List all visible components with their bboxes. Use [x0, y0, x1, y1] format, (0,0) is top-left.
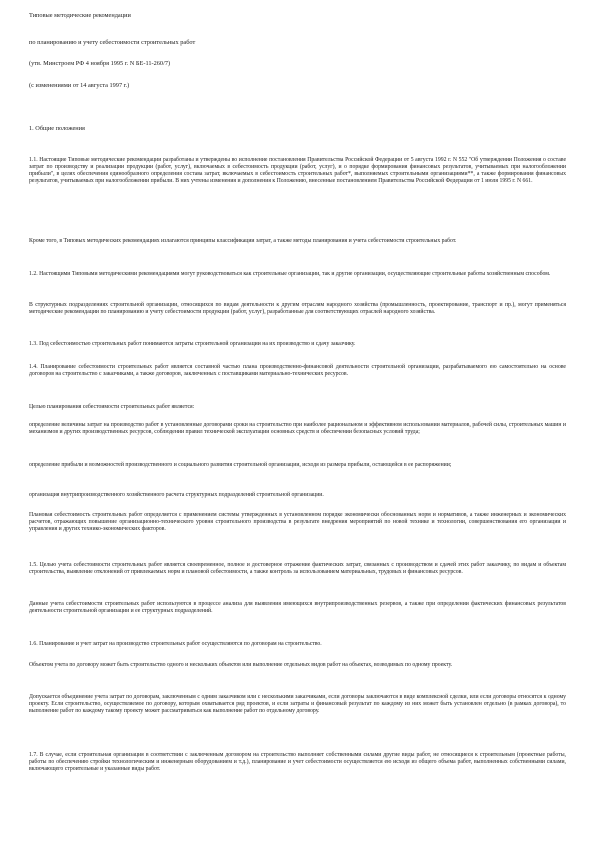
- paragraph: 1.2. Настоящими Типовыми методическими рекомендациями могут руководствоваться как строительные организации, так и другие организации, осуществляющие строительные работы хозяйственным способом.: [29, 271, 551, 277]
- section-title: 1. Общие положения: [29, 125, 85, 132]
- approval-note: (утв. Минстроем РФ 4 ноября 1995 г. N БЕ-11-260/7): [29, 60, 171, 67]
- paragraph: Плановая себестоимость строительных работ определяется с применением системы утвержденных в установленном порядке экономически обоснованных норм и нормативов, а также инженерных и экономических расчетов, отражающих повышение организационно-технического уровня строительного производства в результате внедрения мероприятий по новой технике и технологии, совершенствования его организации и управления и других технико-экономических факторов.: [29, 512, 566, 533]
- paragraph: 1.6. Планирование и учет затрат на производство строительных работ осуществляются по договорам на строительство.: [29, 641, 322, 647]
- paragraph: 1.7. В случае, если строительная организация в соответствии с заключенным договором на строительство выполняет собственными силами другие виды работ, не относящиеся к строительным (проектные работы, работы по обеспечению стройки технологическим и инженерным оборудованием и т.д.), планирование и учет себестоимости осуществляется ею исходя из общего объема работ, выполненных собственными силами, включающего строительные и указанные виды работ.: [29, 752, 566, 773]
- paragraph: определение прибыли и возможностей производственного и социального развития строительной организации, исходя из размера прибыли, остающейся в ее распоряжении;: [29, 462, 452, 468]
- paragraph: Объектом учета по договору может быть строительство одного и нескольких объектов или выполнение отдельных видов работ на объектах, возводимых по одному проекту.: [29, 662, 453, 668]
- paragraph: Кроме того, в Типовых методических рекомендациях излагаются принципы классификации затрат, а также методы планирования и учета себестоимости строительных работ.: [29, 238, 457, 244]
- document-subtitle: по планированию и учету себестоимости строительных работ: [29, 39, 196, 46]
- paragraph: 1.1. Настоящие Типовые методические рекомендации разработаны и утверждены во исполнение постановления Правительства Российской Федерации от 5 августа 1992 г. N 552 "Об утверждении Положения о составе затрат по производству и реализации продукции (работ, услуг), включаемых в себестоимость продукции (работ, услуг), и о порядке формирования финансовых результатов, учитываемых при налогообложении прибыли", в целях обеспечения единообразного определения состава затрат, включаемых в себестоимость строительных работ*, выполняемых строительными организациями**, а также формирования финансовых результатов, учитываемых при налогообложении прибыли. В них учтены изменения и дополнения к Положению, внесенные постановлением Правительства Российской Федерации от 1 июля 1995 г. N 661.: [29, 157, 566, 185]
- paragraph: Данные учета себестоимости строительных работ используются в процессе анализа для выявления имеющихся внутрипроизводственных резервов, а также при определении фактических финансовых результатов деятельности строительной организации и ее структурных подразделений.: [29, 601, 566, 615]
- paragraph: 1.3. Под себестоимостью строительных работ понимаются затраты строительной организации на их производство и сдачу заказчику.: [29, 341, 356, 347]
- paragraph: определение величины затрат на производство работ в установленные договорами сроки на строительство при наиболее рациональном и эффективном использовании материалов, рабочей силы, строительных машин и механизмов и других производственных ресурсов, соблюдении правил технической эксплуатации основных средств и обеспечении безопасных условий труда;: [29, 422, 566, 436]
- paragraph: В структурных подразделениях строительной организации, относящихся по видам деятельности к другим отраслям народного хозяйства (промышленность, проектирование, транспорт и пр.), могут применяться методические рекомендации по планированию и учету себестоимости продукции (работ, услуг), разработанные для соответствующих отраслей народного хозяйства.: [29, 302, 566, 316]
- paragraph: Допускается объединение учета затрат по договорам, заключенным с одним заказчиком или с несколькими заказчиками, если договоры заключаются в виде комплексной сделки, или если договоры относятся к одному проекту. Если строительство, осуществляемое по договору, которым охватывается ряд проектов, и если затраты и финансовый результат по каждому из них может быть установлен отдельно (в рамках договора), то выполнение работ по каждому такому проекту может рассматриваться как выполнение работ по отдельному договору.: [29, 694, 566, 715]
- paragraph: 1.4. Планирование себестоимости строительных работ является составной частью плана производственно-финансовой деятельности строительной организации, разрабатываемого ею самостоятельно на основе договоров на строительство с заказчиками, а также договоров, заключенных с поставщиками материально-технических ресурсов.: [29, 364, 566, 378]
- paragraph: 1.5. Целью учета себестоимости строительных работ является своевременное, полное и достоверное отражение фактических затрат, связанных с производством и сдачей этих работ заказчику, по видам и объектам строительства, выявление отклонений от привлекаемых норм и плановой себестоимости, а также контроль за использованием материальных, трудовых и финансовых ресурсов.: [29, 562, 566, 576]
- paragraph: организация внутрипроизводственного хозяйственного расчета структурных подразделений строительной организации.: [29, 492, 324, 498]
- document-title: Типовые методические рекомендации: [29, 12, 131, 19]
- amendments-note: (с изменениями от 14 августа 1997 г.): [29, 82, 130, 89]
- paragraph: Целью планирования себестоимости строительных работ является:: [29, 404, 195, 410]
